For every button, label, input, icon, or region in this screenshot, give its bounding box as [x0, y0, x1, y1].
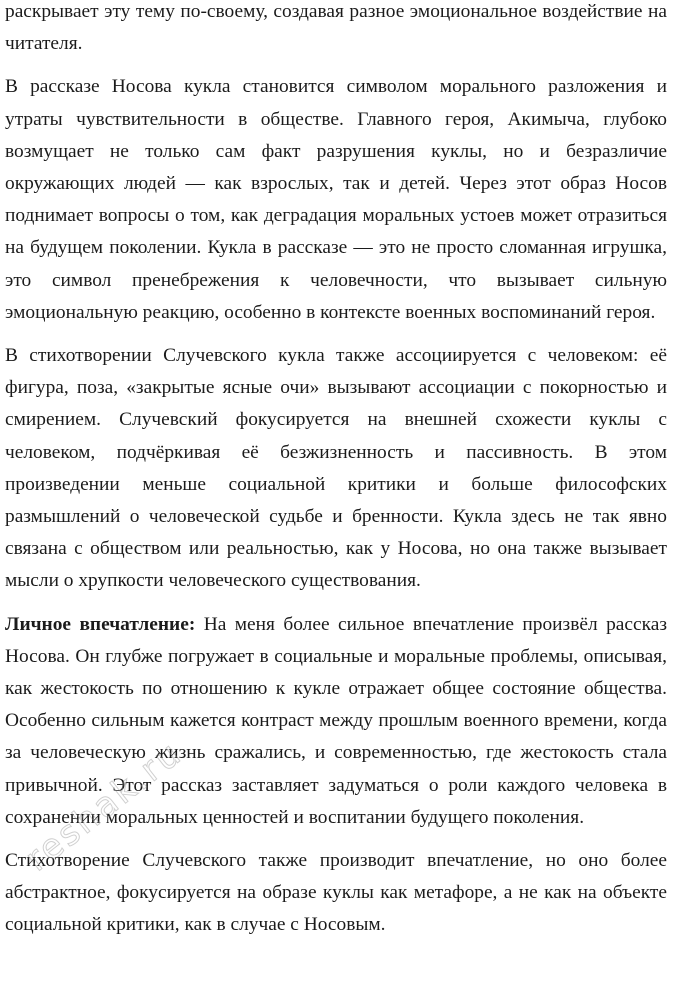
paragraph-personal-impression	[5, 609, 667, 834]
paragraph-text: раскрывает эту тему по-своему, создавая разное эмоциональное воздействие на читателя.	[5, 1, 667, 55]
paragraph-nosov-story	[5, 71, 667, 329]
paragraph-conclusion	[5, 845, 667, 942]
watermark-text: reshak.ru	[18, 732, 191, 880]
paragraph-intro-continuation	[5, 0, 667, 60]
paragraph-text: В стихотворении Случевского кукла также ассоциируется с человеком: её фигура, поза, «закрытые ясные очи» вызывают ассоциации с покорностью и смирением. Случевский фокусируется на внешней схожести куклы с человеком, подчёркивая её безжизненность и пассивность. В этом произведении меньше социальной критики и больше философских размышлений о человеческой судьбе и бренности. Кукла здесь не так явно связана с обществом или реальностью, как у Носова, но она также вызывает мысли о хрупкости человеческого существования.	[5, 345, 667, 592]
paragraph-text: Стихотворение Случевского также производит впечатление, но оно более абстрактное, фокусируется на образе куклы как метафоре, а не как на объекте социальной критики, как в случае с Носовым.	[5, 850, 667, 936]
paragraph-lead-heading: Личное впечатление:	[5, 613, 196, 635]
paragraph-text: В рассказе Носова кукла становится символом морального разложения и утраты чувствительности в обществе. Главного героя, Акимыча, глубоко возмущает не только сам факт разрушения куклы, но и безразличие окружающих людей — как взрослых, так и детей. Через этот образ Носов поднимает вопросы о том, как деградация моральных устоев может отразиться на будущем поколении. Кукла в рассказе — это не просто сломанная игрушка, это символ пренебрежения к человечности, что вызывает сильную эмоциональную реакцию, особенно в контексте военных воспоминаний героя.	[5, 76, 667, 323]
paragraph-sluchevsky-poem	[5, 340, 667, 598]
document-body	[5, 0, 667, 953]
paragraph-text: На меня более сильное впечатление произвёл рассказ Носова. Он глубже погружает в социальные и моральные проблемы, описывая, как жестокость по отношению к кукле отражает общее состояние общества. Особенно сильным кажется контраст между прошлым военного времени, когда за человеческую жизнь сражались, и современностью, где жестокость стала привычной. Этот рассказ заставляет задуматься о роли каждого человека в сохранении моральных ценностей и воспитании будущего поколения.	[5, 613, 667, 828]
